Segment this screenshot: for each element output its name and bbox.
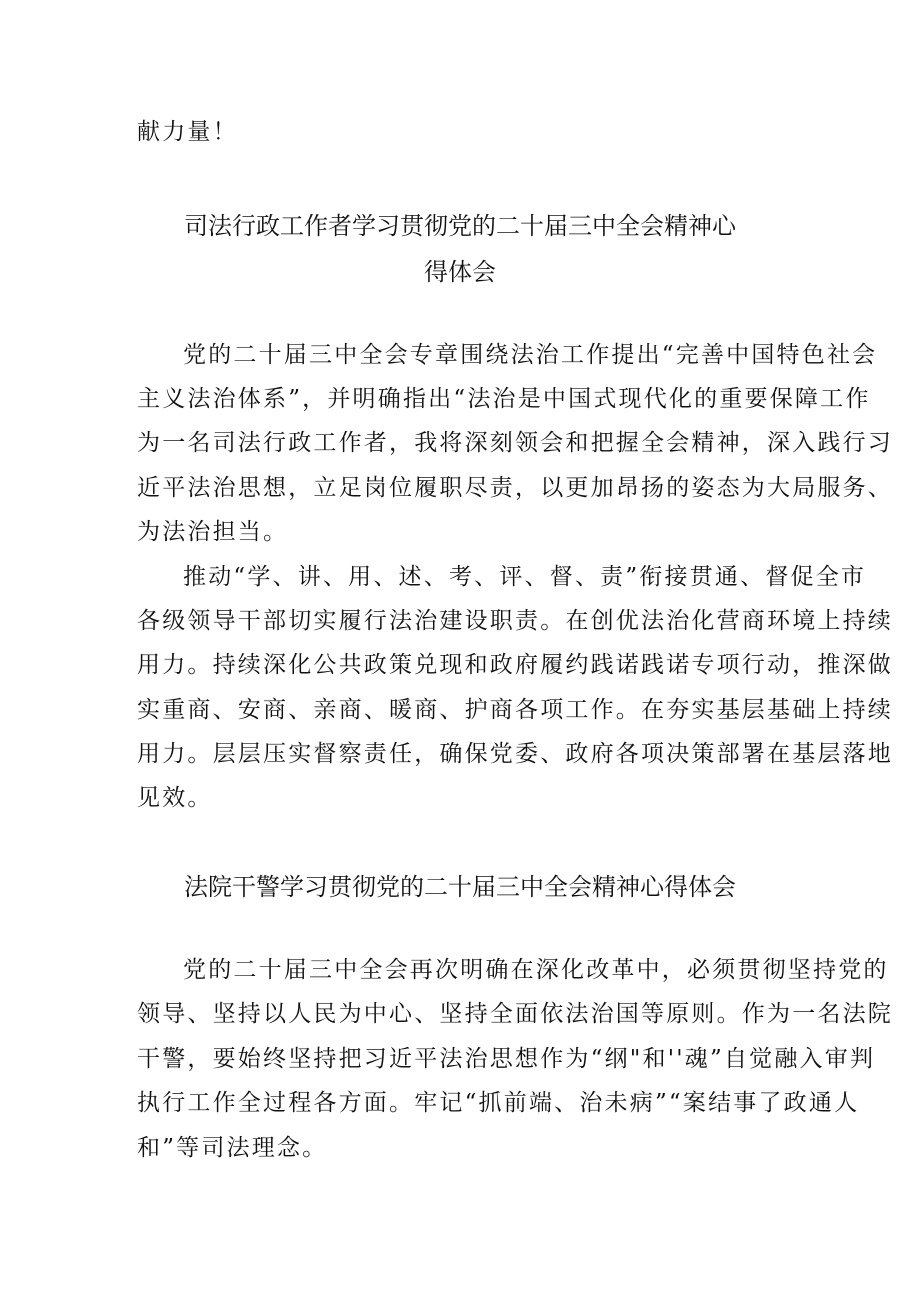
- section-1-title-line-2: 得体会: [424, 258, 496, 286]
- section-1-paragraph-2-line: 用力。持续深化公共政策兑现和政府履约践诺践诺专项行动，推深做: [137, 652, 893, 678]
- section-1-paragraph-1-line: 党的二十届三中全会专章围绕法治工作提出“完善中国特色社会: [183, 342, 878, 368]
- section-1-paragraph-1-line: 近平法治思想，立足岗位履职尽责，以更加昂扬的姿态为大局服务、: [137, 475, 893, 501]
- continuation-line: 献力量！: [137, 119, 238, 145]
- section-2-paragraph-1-line: 干警，要始终坚持把习近平法治思想作为“纲"和''魂”自觉融入审判: [137, 1046, 876, 1072]
- section-1-paragraph-2-line: 见效。: [137, 785, 213, 811]
- section-2-paragraph-1-line: 执行工作全过程各方面。牢记“抓前端、治未病”“案结事了政通人: [137, 1090, 860, 1116]
- section-1-paragraph-2-line: 实重商、安商、亲商、暖商、护商各项工作。在夯实基层基础上持续: [137, 697, 893, 723]
- section-2-paragraph-1-line: 和”等司法理念。: [137, 1135, 328, 1161]
- section-2-paragraph-1-line: 领导、坚持以人民为中心、坚持全面依法治国等原则。作为一名法院: [137, 1001, 893, 1027]
- section-2-title: 法院干警学习贯彻党的二十届三中全会精神心得体会: [184, 873, 736, 901]
- section-1-paragraph-1-line: 为法治担当。: [137, 519, 289, 545]
- section-1-paragraph-2-line: 推动“学、讲、用、述、考、评、督、责”衔接贯通、督促全市: [183, 564, 867, 590]
- section-2-paragraph-1-line: 党的二十届三中全会再次明确在深化改革中，必须贯彻坚持党的: [183, 957, 889, 983]
- section-1-title-line-1: 司法行政工作者学习贯彻党的二十届三中全会精神心: [184, 212, 736, 240]
- section-1-paragraph-1-line: 为一名司法行政工作者，我将深刻领会和把握全会精神，深入践行习: [137, 430, 893, 456]
- section-1-paragraph-2-line: 各级领导干部切实履行法治建设职责。在创优法治化营商环境上持续: [137, 608, 893, 634]
- section-1-paragraph-2-line: 用力。层层压实督察责任，确保党委、政府各项决策部署在基层落地: [137, 741, 893, 767]
- section-1-paragraph-1-line: 主义法治体系”，并明确指出“法治是中国式现代化的重要保障工作: [137, 386, 871, 412]
